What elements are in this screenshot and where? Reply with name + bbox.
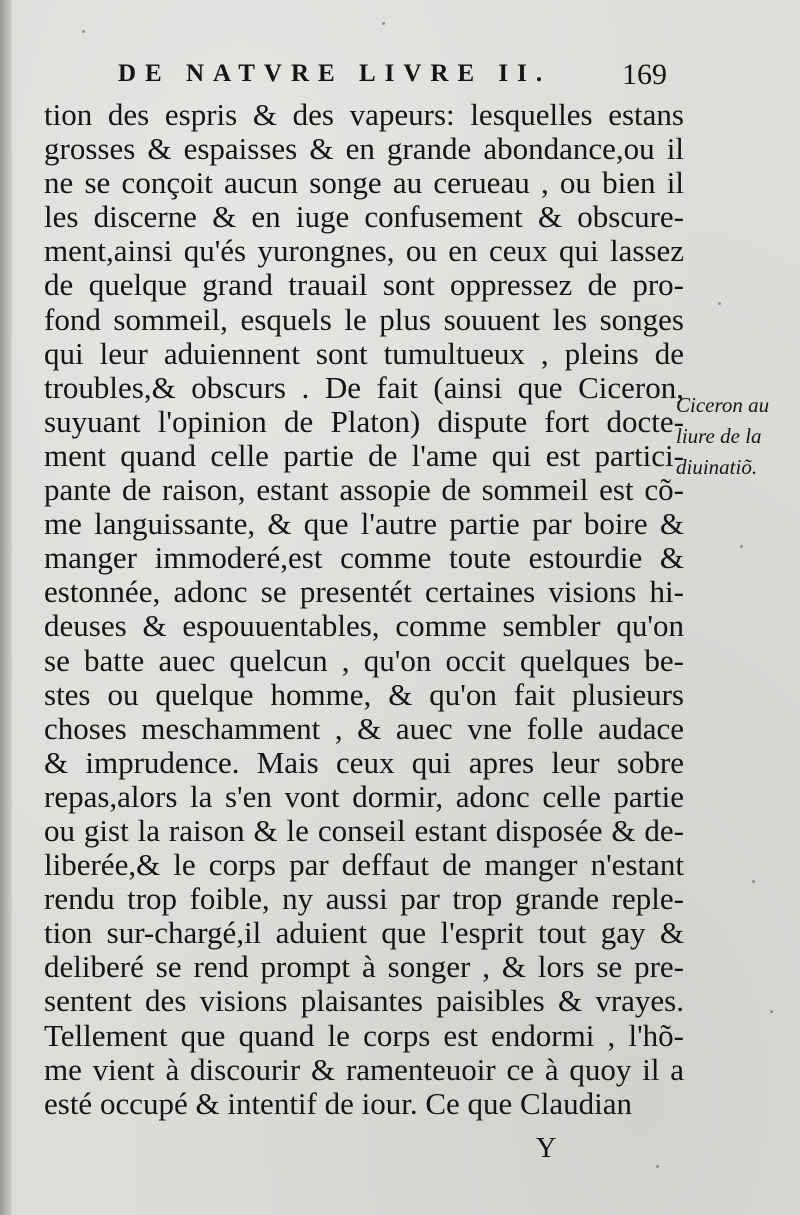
- text-line: tion sur-chargé,il aduient que l'esprit tout gay &: [44, 915, 684, 951]
- text-line: rendu trop foible, ny aussi par trop grande reple-: [44, 881, 684, 917]
- text-line: de quelque grand trauail sont oppressez de pro-: [44, 267, 684, 303]
- page-gutter-shadow: [0, 0, 12, 1215]
- text-line: liberée,& le corps par deffaut de manger n'estant: [44, 847, 684, 883]
- text-line: repas,alors la s'en vont dormir, adonc celle partie: [44, 778, 684, 814]
- paper-speck: [82, 30, 85, 33]
- text-line: les discerne & en iuge confusement & obscure-: [44, 199, 684, 235]
- text-line: grosses & espaisses & en grande abondance,ou il: [44, 131, 684, 167]
- text-line: pante de raison, estant assopie de sommeil est cõ-: [44, 472, 684, 508]
- body-text: [44, 98, 684, 1121]
- page-number: 169: [622, 58, 667, 91]
- paper-speck: [770, 1010, 773, 1013]
- text-line: me vient à discourir & ramenteuoir ce à quoy il a: [44, 1051, 684, 1087]
- text-line: esté occupé & intentif de iour. Ce que Claudian: [44, 1085, 632, 1121]
- text-line: choses meschamment , & auec vne folle audace: [44, 710, 684, 746]
- paper-speck: [740, 545, 743, 548]
- text-line: & imprudence. Mais ceux qui apres leur sobre: [44, 744, 684, 780]
- text-line: Tellement que quand le corps est endormi , l'hõ-: [44, 1017, 684, 1053]
- text-line: qui leur aduiennent sont tumultueux , pleins de: [44, 335, 684, 371]
- paper-speck: [752, 880, 755, 883]
- text-line: sentent des visions plaisantes paisibles & vrayes.: [44, 983, 684, 1019]
- text-line: se batte auec quelcun , qu'on occit quelques be-: [44, 642, 684, 678]
- text-line: estonnée, adonc se presentét certaines visions hi-: [44, 574, 684, 610]
- marginal-note-line: diuinatiõ.: [676, 455, 758, 479]
- text-line: stes ou quelque homme, & qu'on fait plusieurs: [44, 676, 684, 712]
- text-line: ment,ainsi qu'és yurongnes, ou en ceux qui lassez: [44, 233, 684, 269]
- running-head: DE NATVRE LIVRE II.: [118, 60, 552, 87]
- marginal-note: [676, 390, 796, 483]
- text-line: ment quand celle partie de l'ame qui est partici-: [44, 437, 684, 473]
- text-line: tion des espris & des vapeurs: lesquelles estans: [44, 97, 684, 132]
- paper-speck: [718, 302, 721, 305]
- text-line: ou gist la raison & le conseil estant disposée & de-: [44, 812, 684, 848]
- text-line: deuses & espouuentables, comme sembler qu'on: [44, 608, 684, 644]
- marginal-note-line: Ciceron au: [676, 393, 770, 417]
- text-line: me languissante, & que l'autre partie par boire &: [44, 506, 684, 542]
- page-header: [0, 58, 800, 98]
- marginal-note-line: liure de la: [676, 424, 762, 448]
- text-line: deliberé se rend prompt à songer , & lors se pre-: [44, 949, 684, 985]
- text-line: manger immoderé,est comme toute estourdie &: [44, 540, 684, 576]
- paper-speck: [382, 22, 385, 25]
- text-line: suyuant l'opinion de Platon) dispute fort docte-: [44, 403, 684, 439]
- signature-mark: Y: [536, 1133, 557, 1164]
- text-line: ne se conçoit aucun songe au cerueau , ou bien il: [44, 165, 684, 201]
- text-line: fond sommeil, esquels le plus souuent les songes: [44, 301, 684, 337]
- paper-speck: [656, 1165, 659, 1168]
- text-line: troubles,& obscurs . De fait (ainsi que Ciceron,: [44, 369, 684, 405]
